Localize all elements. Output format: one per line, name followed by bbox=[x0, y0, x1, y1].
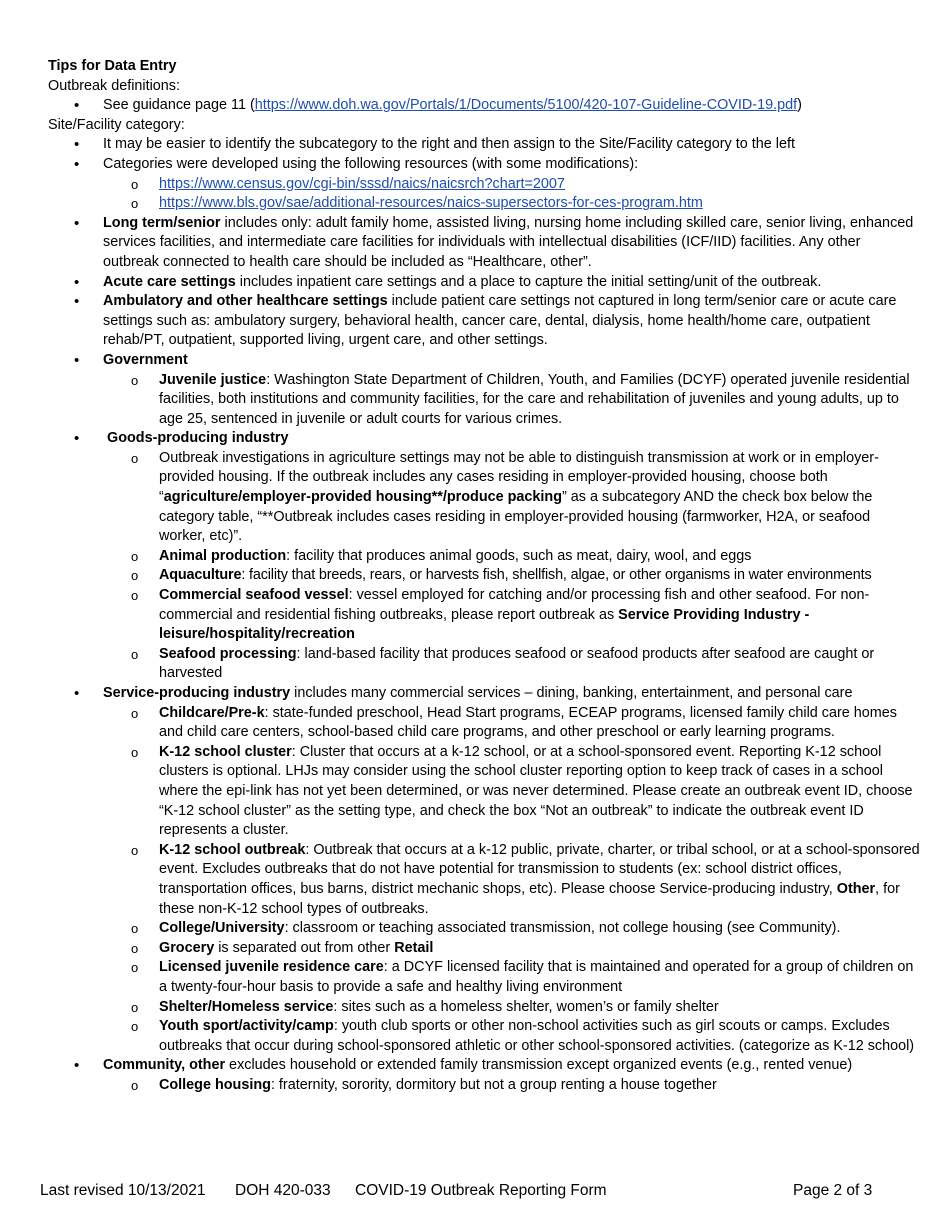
list-item: • It may be easier to identify the subcategory to the right and then assign to the Site/Facility category to the left bbox=[48, 135, 920, 155]
site-facility-heading: Site/Facility category: bbox=[48, 116, 185, 133]
list-item: o K-12 school outbreak: Outbreak that occurs at a k-12 public, private, charter, or tribal school, or at a school-sponsored event. Excludes outbreaks that do not have potential for transmission to students (ex: school district offices, transportation offices, bus barns, district mechanic shops, etc). Please choose Service-producing industry, Other, for these non-K-12 school types of outbreaks. bbox=[103, 841, 920, 919]
list-item-community: • Community, other excludes household or extended family transmission except organized events (e.g., rented venue) o College housing: fraternity, sorority, dormitory but not a group renting a house together bbox=[48, 1056, 920, 1095]
list-item: o Juvenile justice: Washington State Department of Children, Youth, and Families (DCYF) operated juvenile residential facilities, both institutions and community facilities, for the care and rehabilitation of juveniles and young adults, up to age 25, sentenced in juvenile or adult courts for various crimes. bbox=[103, 371, 920, 430]
list-item-long-term: • Long term/senior includes only: adult family home, assisted living, nursing home including skilled care, senior living, enhanced services facilities, and intermediate care facilities for individuals with intellectual disabilities (ICF/IID) facilities. Any other outbreak connected to health care should be included as “Healthcare, other”. bbox=[48, 214, 920, 273]
list-item-service: • Service-producing industry includes many commercial services – dining, banking, entertainment, and personal care o Childcare/Pre-k: state-funded preschool, Head Start programs, ECEAP programs, licensed family child care homes and child care centers, school-based child care programs, and other preschool or early learning programs. o K-12 school cluster: Cluster that occurs at a k-12 school, or at a school-sponsored event. Reporting K-12 school clusters is optional. LHJs may consider using the school cluster reporting option to keep track of cases in a school where the epi-link has not yet been determined, or was never determined. Please create an outbreak event ID, choose “K-12 school cluster” as the setting type, and check the box “Not an outbreak” to indicate the outbreak event ID represents a cluster. o K-12 school outbreak: Outbreak that occurs at a k-12 public, private, charter, or tribal school, or at a school-sponsored event. Excludes outbreaks that do not have potential for transmission to students (ex: school district offices, transportation offices, bus barns, district mechanic shops, etc). Please choose Service-producing industry, Other, for these non-K-12 school types of outbreaks. o College/University: classroom or teaching associated transmission, not college housing (see Community). o Grocery is separated out from other Retail o Licensed juvenile residence care: a DCYF licensed facility that is maintained and operated for a group of children on a twenty-four-hour basis to provide a safe and healthy living environment o Shelter/Homeless service: sites such as a homeless shelter, women’s or family shelter o Youth sport/activity/camp: youth club sports or other non-school activities such as girl scouts or camps. Excludes outbreaks that occur during school-sponsored athletic or other school-sponsored activities. (categorize as K-12 school) bbox=[48, 684, 920, 1056]
census-link[interactable]: https://www.census.gov/cgi-bin/sssd/naics/naicsrch?chart=2007 bbox=[159, 175, 565, 192]
footer-revised: Last revised 10/13/2021 bbox=[40, 1182, 206, 1199]
list-item-government: • Government o Juvenile justice: Washington State Department of Children, Youth, and Families (DCYF) operated juvenile residential facilities, both institutions and community facilities, for the care and rehabilitation of juveniles and young adults, up to age 25, sentenced in juvenile or adult courts for various crimes. bbox=[48, 351, 920, 429]
footer-form-number: DOH 420-033 bbox=[235, 1182, 331, 1199]
list-item: o Shelter/Homeless service: sites such as a homeless shelter, women’s or family shelter bbox=[103, 998, 920, 1018]
list-item: o Outbreak investigations in agriculture settings may not be able to distinguish transmission at work or in employer-provided housing. If the outbreak includes any cases residing in employer-provided housing, choose both “agriculture/employer-provided housing**/produce packing” as a subcategory AND the check box below the category table, “**Outbreak includes cases residing in employer-provided housing (farmworker, H2A, or seafood worker, etc)”. bbox=[103, 449, 920, 547]
list-item: o Commercial seafood vessel: vessel employed for catching and/or processing fish and other seafood. For non-commercial and residential fishing outbreaks, please report outbreak as Service Providing Industry - leisure/hospitality/recreation bbox=[103, 586, 920, 645]
guidance-link[interactable]: https://www.doh.wa.gov/Portals/1/Documents/5100/420-107-Guideline-COVID-19.pdf bbox=[254, 97, 798, 114]
list-item: o K-12 school cluster: Cluster that occurs at a k-12 school, or at a school-sponsored event. Reporting K-12 school clusters is optional. LHJs may consider using the school cluster reporting option to keep track of cases in a school where the epi-link has not yet been determined, or was never determined. Please create an outbreak event ID, choose “K-12 school cluster” as the setting type, and check the box “Not an outbreak” to indicate the outbreak event ID represents a cluster. bbox=[103, 743, 920, 841]
list-item: o College/University: classroom or teaching associated transmission, not college housing (see Community). bbox=[103, 919, 920, 939]
list-item bbox=[103, 175, 920, 195]
list-item bbox=[103, 194, 920, 214]
list-item-ambulatory: • Ambulatory and other healthcare settings include patient care settings not captured in long term/senior care or acute care settings such as: ambulatory surgery, behavioral health, cancer care, dental, dialysis, home health/home care, outpatient rehab/PT, outpatient, supported living, urgent care, and other settings. bbox=[48, 292, 920, 351]
document-body bbox=[48, 57, 920, 1095]
list-item: o Licensed juvenile residence care: a DCYF licensed facility that is maintained and operated for a group of children on a twenty-four-hour basis to provide a safe and healthy living environment bbox=[103, 958, 920, 997]
list-item: o Seafood processing: land-based facility that produces seafood or seafood products after seafood are caught or harvested bbox=[103, 645, 920, 684]
list-item: o Childcare/Pre-k: state-funded preschool, Head Start programs, ECEAP programs, licensed family child care homes and child care centers, school-based child care programs, and other preschool or early learning programs. bbox=[103, 704, 920, 743]
footer-form-title: COVID-19 Outbreak Reporting Form bbox=[355, 1182, 607, 1199]
bls-link[interactable]: https://www.bls.gov/sae/additional-resources/naics-supersectors-for-ces-program.htm bbox=[159, 195, 703, 212]
list-item: o Aquaculture: facility that breeds, rears, or harvests fish, shellfish, algae, or other organisms in water environments bbox=[103, 566, 920, 586]
list-item: o Grocery is separated out from other Retail bbox=[103, 939, 920, 959]
footer-page-number: Page 2 of 3 bbox=[793, 1182, 873, 1199]
list-item: • Categories were developed using the following resources (with some modifications): o https://www.census.gov/cgi-bin/sssd/naics/naicsrch?chart=2007 o https://www.bls.gov/sae/additional-resources/naics-supersectors-for-ces-program.htm bbox=[48, 155, 920, 214]
list-item: o Youth sport/activity/camp: youth club sports or other non-school activities such as girl scouts or camps. Excludes outbreaks that occur during school-sponsored athletic or other school-sponsored activities. (categorize as K-12 school) bbox=[103, 1017, 920, 1056]
list-item: o Animal production: facility that produces animal goods, such as meat, dairy, wool, and eggs bbox=[103, 547, 920, 567]
site-facility-list bbox=[48, 135, 920, 1095]
list-item: • See guidance page 11 (https://www.doh.wa.gov/Portals/1/Documents/5100/420-107-Guideline-COVID-19.pdf) bbox=[48, 96, 920, 116]
list-item: o College housing: fraternity, sorority, dormitory but not a group renting a house together bbox=[103, 1076, 920, 1096]
list-item-goods: • Goods-producing industry o Outbreak investigations in agriculture settings may not be able to distinguish transmission at work or in employer-provided housing. If the outbreak includes any cases residing in employer-provided housing, choose both “agriculture/employer-provided housing**/produce packing” as a subcategory AND the check box below the category table, “**Outbreak includes cases residing in employer-provided housing (farmworker, H2A, or seafood worker, etc)”. o Animal production: facility that produces animal goods, such as meat, dairy, wool, and eggs o Aquaculture: facility that breeds, rears, or harvests fish, shellfish, algae, or other organisms in water environments o Commercial seafood vessel: vessel employed for catching and/or processing fish and other seafood. For non-commercial and residential fishing outbreaks, please report outbreak as Service Providing Industry - leisure/hospitality/recreation o Seafood processing: land-based facility that produces seafood or seafood products after seafood are caught or harvested bbox=[48, 429, 920, 684]
outbreak-definitions-heading: Outbreak definitions: bbox=[48, 77, 180, 94]
page-title: Tips for Data Entry bbox=[48, 58, 177, 74]
outbreak-definitions-list bbox=[48, 96, 920, 116]
list-item-acute: • Acute care settings includes inpatient care settings and a place to capture the initial setting/unit of the outbreak. bbox=[48, 273, 920, 293]
